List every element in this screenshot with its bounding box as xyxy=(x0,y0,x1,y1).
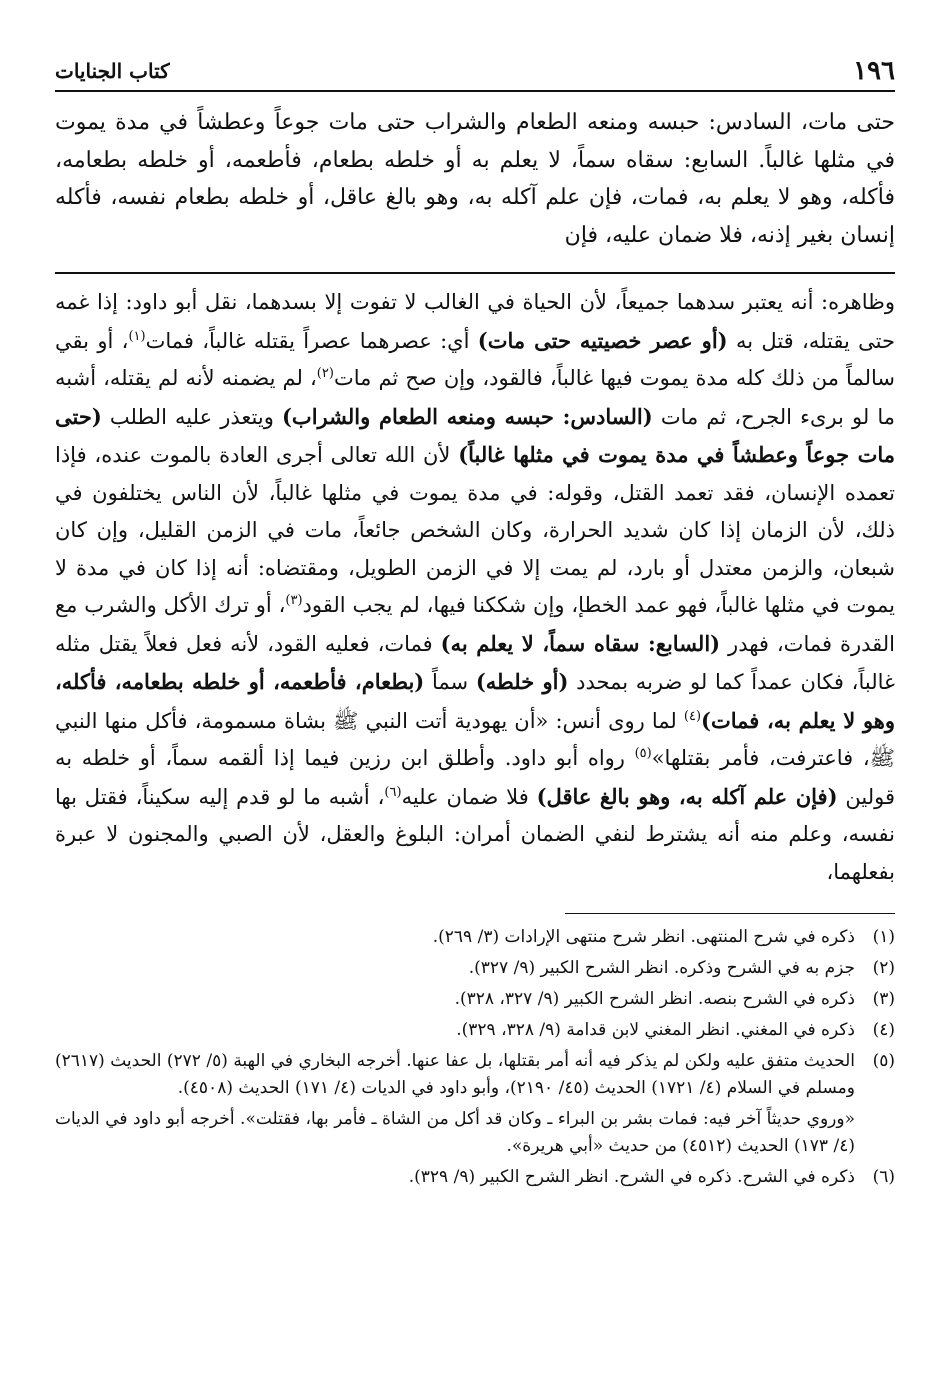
footnote-item xyxy=(55,955,895,982)
footnote-number: (٢) xyxy=(872,958,895,978)
commentary-text: ، أو ترك الأكل والشرب مع القدرة فمات، فهدر xyxy=(55,593,895,656)
footnote-divider xyxy=(565,913,895,914)
matn-quote: (حتى مات جوعاً وعطشاً في مدة يموت في مثلها غالباً) xyxy=(55,403,895,467)
commentary-text: ، أشبه ما لو قدم إليه سكيناً، فقتل بها نفسه، وعلم منه أنه يشترط لنفي الضمان أمران: البلوغ والعقل، لأن الصبي والمجنون لا عبرة بفعلهما، xyxy=(55,784,895,884)
footnote-ref[interactable]: (٢) xyxy=(316,366,334,381)
footnote-number: (٥) xyxy=(872,1051,895,1071)
footnote-text: ذكره في الشرح. ذكره في الشرح. انظر الشرح الكبير (٩/ ٣٢٩). xyxy=(408,1167,855,1187)
commentary-text: لأن الله تعالى أجرى العادة بالموت عنده، فإذا تعمده الإنسان، فقد تعمد القتل، وقوله: في مدة يموت في مثلها غالباً، لأن الناس يختلفون في ذلك، لأن الزمان إذا كان شديد الحرارة، وكان الشخص جائعاً، مات في الزمن القليل، وإن كان شبعان، والزمن معتدل أو بارد، لم يمت إلا في الزمن الطويل، ومقتضاه: أنه إذا كان في مدة لا يموت في مثلها غالباً، فهو عمد الخطإ، وإن شككنا فيها، لم يجب القود xyxy=(55,443,895,617)
footnote-ref[interactable]: (٤) xyxy=(683,708,702,724)
text-divider xyxy=(55,272,895,274)
footnote-ref[interactable]: (١) xyxy=(128,328,146,344)
footnote-text: ذكره في الشرح بنصه. انظر الشرح الكبير (٩/ ٣٢٧، ٣٢٨). xyxy=(454,989,855,1009)
footnote-item xyxy=(55,1164,895,1191)
footnote-item xyxy=(55,986,895,1013)
footnote-item xyxy=(55,1017,895,1044)
footnotes xyxy=(55,924,895,1191)
commentary-text: ، أو بقي سالماً من ذلك كله مدة يموت فيها غالباً، فالقود، وإن صح ثم مات xyxy=(55,328,895,390)
matn-quote: (بطعام، فأطعمه، أو خلطه بطعامه، فأكله، وهو لا يعلم به، فمات) xyxy=(55,669,896,733)
matn-quote: (أو خلطه) xyxy=(475,669,569,694)
commentary-text: لما روى أنس: «أن يهودية أتت النبي ﷺ بشاة مسمومة، فأكل منها النبي ﷺ، فاعترفت، فأمر بقتلها» xyxy=(55,708,895,770)
commentary-paragraph xyxy=(55,284,895,891)
book-page xyxy=(55,50,895,1195)
footnote-text: ذكره في المغني. انظر المغني لابن قدامة (٩/ ٣٢٨، ٣٢٩). xyxy=(456,1020,855,1040)
commentary-text: أي: عصرهما عصراً يقتله غالباً، فمات xyxy=(145,328,478,353)
footnote-text: ذكره في شرح المنتهى. انظر شرح منتهى الإرادات (٣/ ٢٦٩). xyxy=(432,927,855,947)
footnote-item xyxy=(55,1048,895,1102)
footnote-ref[interactable]: (٦) xyxy=(384,784,402,800)
commentary-text: سماً xyxy=(424,670,476,694)
matn-quote: (السابع: سقاه سماً، لا يعلم به) xyxy=(440,630,721,656)
page-number: ١٩٦ xyxy=(853,56,895,86)
footnote-number: (٤) xyxy=(872,1020,895,1040)
commentary xyxy=(55,284,895,891)
commentary-text: وظاهره: أنه يعتبر سدهما جميعاً، لأن الحياة في الغالب لا تفوت إلا بسدهما، نقل أبو داود: إذا غمه حتى يقتله، قتل به xyxy=(55,290,896,353)
page-header xyxy=(55,50,895,92)
matn-quote: (السادس: حبسه ومنعه الطعام والشراب) xyxy=(281,403,653,429)
commentary-text: ويتعذر عليه الطلب xyxy=(101,404,282,429)
footnote-ref[interactable]: (٥) xyxy=(634,746,652,761)
commentary-text: ، لم يضمنه لأنه لم يقتله، أشبه ما لو برىء الجرح، ثم مات xyxy=(55,366,896,429)
footnote-item xyxy=(55,924,895,951)
matn-quote: (أو عصر خصيتيه حتى مات) xyxy=(477,327,728,353)
footnote-number: (١) xyxy=(872,927,895,947)
main-paragraph: حتى مات، السادس: حبسه ومنعه الطعام والشراب حتى مات جوعاً وعطشاً في مدة يموت في مثلها غالباً. السابع: سقاه سماً، لا يعلم به أو خلطه بطعام، فأطعمه، أو خلطه بطعامه، فأكله، وهو لا يعلم به، فمات، فإن علم آكله به، وهو بالغ عاقل، أو خلطه بطعام نفسه، فأكله إنسان بغير إذنه، فلا ضمان عليه، فإن xyxy=(55,110,896,248)
footnote-number: (٣) xyxy=(872,989,895,1009)
footnote-text: الحديث متفق عليه ولكن لم يذكر فيه أنه أمر بقتلها، بل عفا عنها. أخرجه البخاري في الهبة (٥/ ٢٧٢) الحديث (٢٦١٧) ومسلم في السلام (٤/ ١٧٢١) الحديث (٤٥/ ٢١٩٠)، وأبو داود في الديات (٤/ ١٧١) الحديث (٤٥٠٨). xyxy=(55,1051,855,1098)
footnote-number: (٦) xyxy=(872,1167,895,1187)
matn-quote: (فإن علم آكله به، وهو بالغ عاقل) xyxy=(536,783,838,809)
commentary-text: فمات، فعليه القود، لأنه فعل فعلاً يقتل مثله غالباً، فكان عمداً كما لو ضربه بمحدد xyxy=(55,631,895,694)
main-text xyxy=(55,104,895,254)
commentary-text: فلا ضمان عليه xyxy=(401,784,537,809)
commentary-text: رواه أبو داود. وأطلق ابن رزين فيما إذا ألقمه سماً، أو خلطه به قولين xyxy=(55,746,895,809)
footnote-5-extra: «وروي حديثاً آخر فيه: فمات بشر بن البراء ـ وكان قد أكل من الشاة ـ فأمر بها، فقتلت». أخرجه أبو داود في الديات (٤/ ١٧٣) الحديث (٤٥١٢) من حديث «أبي هريرة». xyxy=(55,1109,855,1156)
footnote-ref[interactable]: (٣) xyxy=(285,593,303,608)
footnote-text: جزم به في الشرح وذكره. انظر الشرح الكبير (٩/ ٣٢٧). xyxy=(468,958,855,978)
book-title: كتاب الجنايات xyxy=(55,59,170,83)
